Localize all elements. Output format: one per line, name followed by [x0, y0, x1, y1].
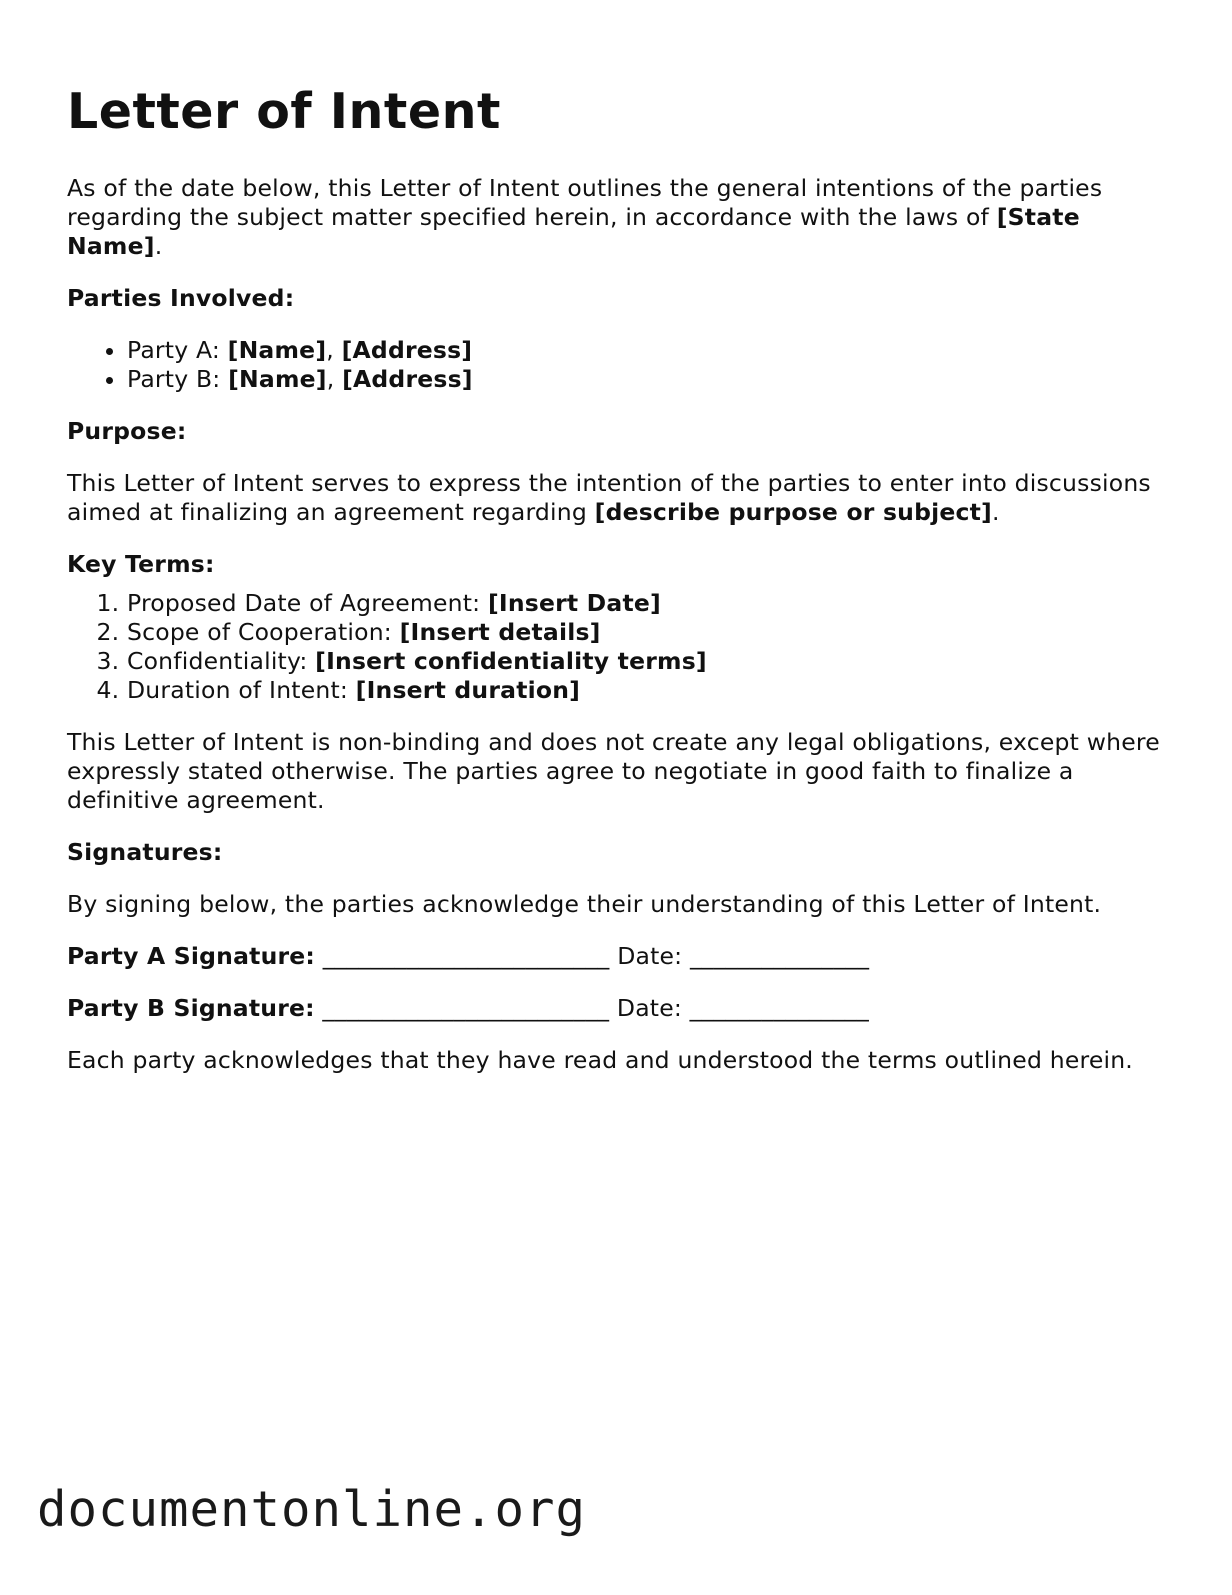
purpose-heading: Purpose:: [67, 417, 187, 445]
purpose-paragraph: [67, 469, 1167, 527]
nonbinding-paragraph: This Letter of Intent is non-binding and does not create any legal obligations, except where expressly stated otherwise. The parties agree to negotiate in good faith to finalize a definitive agreement.: [67, 728, 1160, 814]
party-label: Party B:: [127, 365, 229, 393]
party-a-date-field[interactable]: _______________: [689, 942, 870, 970]
watermark-text: documentonline.org: [37, 1481, 587, 1538]
party-name: [Name]: [228, 365, 327, 393]
party-name: [Name]: [227, 336, 327, 364]
party-b-signature-line: [67, 994, 1167, 1023]
party-separator: ,: [326, 336, 342, 364]
intro-paragraph: [67, 174, 1167, 261]
key-term-item: [127, 618, 1167, 647]
party-a-signature-line: [67, 942, 1167, 971]
signatures-intro: By signing below, the parties acknowledge their understanding of this Letter of Intent.: [67, 890, 1102, 918]
document-title: Letter of Intent: [67, 83, 501, 140]
purpose-text: This Letter of Intent serves to express the intention of the parties to enter into discussions aimed at finalizing an agreement regarding: [67, 469, 1151, 526]
key-terms-heading: Key Terms:: [67, 550, 215, 578]
party-b-date-label: Date:: [616, 994, 682, 1022]
purpose-placeholder: [describe purpose or subject]: [594, 498, 992, 526]
key-term-label: Confidentiality:: [127, 647, 316, 675]
key-terms-list: [67, 589, 1167, 705]
party-item-a: [127, 336, 1167, 365]
party-item-b: [127, 365, 1167, 394]
key-term-value: [Insert confidentiality terms]: [315, 647, 707, 675]
parties-heading: Parties Involved:: [67, 284, 295, 312]
intro-text: As of the date below, this Letter of Intent outlines the general intentions of the parties regarding the subject matter specified herein, in accordance with the laws of: [67, 174, 1103, 231]
key-term-value: [Insert Date]: [487, 589, 661, 617]
key-term-item: [127, 647, 1167, 676]
party-label: Party A:: [127, 336, 228, 364]
key-term-label: Duration of Intent:: [127, 676, 356, 704]
party-separator: ,: [326, 365, 343, 393]
party-a-signature-field[interactable]: ________________________: [322, 942, 610, 970]
party-a-date-label: Date:: [617, 942, 683, 970]
key-term-value: [Insert duration]: [355, 676, 581, 704]
party-b-signature-field[interactable]: ________________________: [322, 994, 610, 1022]
key-term-item: [127, 676, 1167, 705]
party-b-signature-label: Party B Signature:: [67, 994, 315, 1022]
key-term-label: Proposed Date of Agreement:: [127, 589, 488, 617]
party-address: [Address]: [342, 365, 473, 393]
key-term-label: Scope of Cooperation:: [127, 618, 400, 646]
document-page: [67, 82, 1167, 1098]
key-term-value: [Insert details]: [399, 618, 601, 646]
party-b-date-field[interactable]: _______________: [689, 994, 869, 1022]
closing-paragraph: Each party acknowledges that they have read and understood the terms outlined herein.: [67, 1046, 1133, 1074]
party-a-signature-label: Party A Signature:: [67, 942, 316, 970]
signatures-heading: Signatures:: [67, 838, 223, 866]
state-placeholder: [State Name]: [67, 203, 1080, 260]
parties-list: [67, 336, 1167, 394]
intro-end: .: [154, 232, 163, 260]
purpose-end: .: [992, 498, 1000, 526]
party-address: [Address]: [341, 336, 473, 364]
key-term-item: [127, 589, 1167, 618]
